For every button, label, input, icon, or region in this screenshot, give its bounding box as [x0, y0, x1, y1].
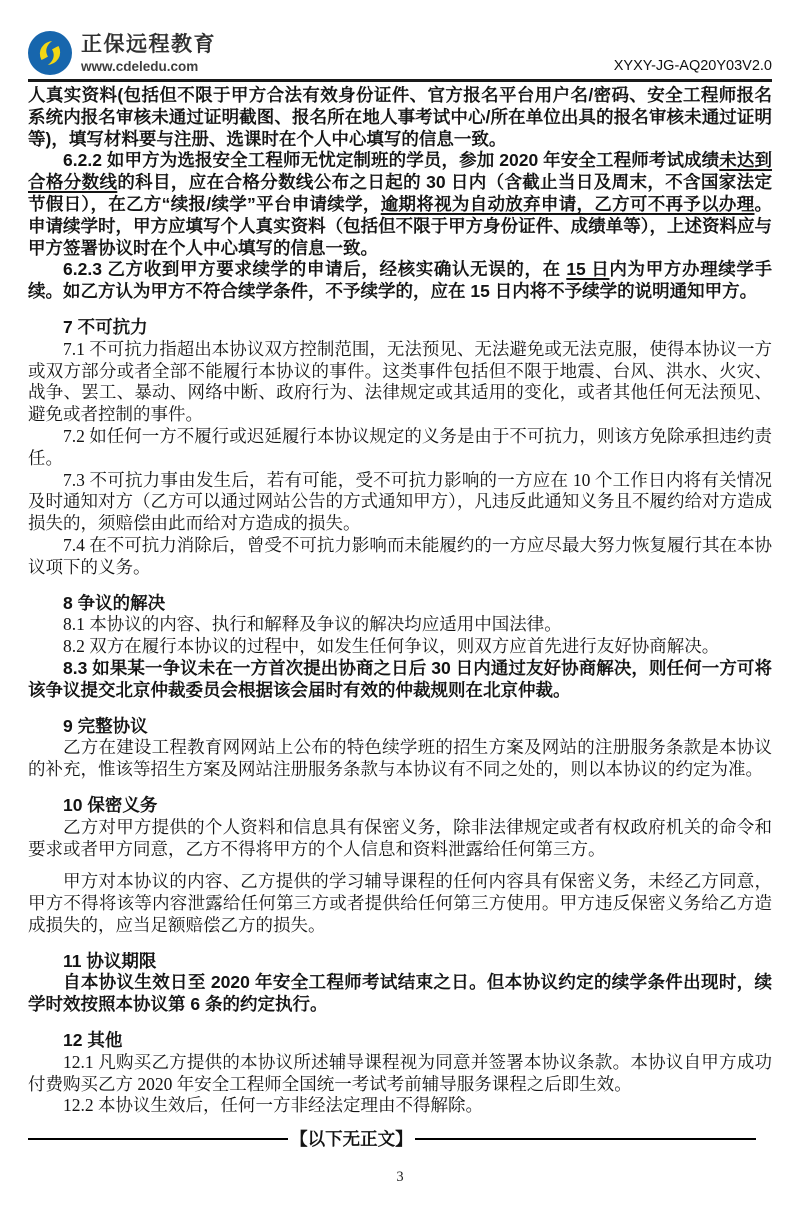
brand-url: www.cdeledu.com [81, 58, 199, 74]
page-number: 3 [396, 1169, 404, 1186]
body-paragraph: 7.1 不可抗力指超出本协议双方控制范围，无法预见、无法避免或无法克服，使得本协议一方或双方部分或者全部不能履行本协议的事件。这类事件包括但不限于地震、台风、洪水、火灾、战争、罢工、暴动、网络中断、政府行为、法律规定或其适用的变化，或者其他任何无法预见、避免或者控制的事件。 [28, 338, 772, 425]
body-paragraph: 8.3 如果某一争议未在一方首次提出协商之日后 30 日内通过友好协商解决，则任何一方可将该争议提交北京仲裁委员会根据该会届时有效的仲裁规则在北京仲裁。 [28, 657, 772, 700]
brand-block [28, 31, 216, 75]
divider-rule-right [415, 1138, 756, 1140]
section-heading: 10 保密义务 [63, 794, 158, 815]
section-heading: 9 完整协议 [63, 715, 148, 736]
body-paragraph: 7.4 在不可抗力消除后，曾受不可抗力影响而未能履约的一方应尽最大努力恢复履行其在本协议项下的义务。 [28, 534, 772, 577]
body-paragraph: 自本协议生效日至 2020 年安全工程师考试结束之日。但本协议约定的续学条件出现时，续学时效按照本协议第 6 条的约定执行。 [28, 972, 772, 1015]
body-paragraph: 7.2 如任何一方不履行或迟延履行本协议规定的义务是由于不可抗力，则该方免除承担违约责任。 [28, 425, 772, 468]
body-paragraph: 12.1 凡购买乙方提供的本协议所述辅导课程视为同意并签署本协议条款。本协议自甲方成功付费购买乙方 2020 年安全工程师全国统一考试考前辅导服务课程之后即生效。 [28, 1051, 772, 1094]
document-body [28, 85, 772, 1117]
section-heading: 8 争议的解决 [63, 592, 166, 613]
section-heading: 11 协议期限 [63, 950, 157, 971]
brand-text [81, 33, 216, 74]
page-header [28, 0, 772, 82]
brand-logo-icon [28, 31, 72, 75]
end-of-text-label: 【以下无正文】 [290, 1129, 413, 1150]
body-paragraph: 6.2.2 如甲方为选报安全工程师无忧定制班的学员，参加 2020 年安全工程师考试成绩未达到合格分数线的科目，应在合格分数线公布之日起的 30 日内（含截止当日及周末，不含国家法定节假日），在乙方“续报/续学”平台申请续学，逾期将视为自动放弃申请，乙方可不再予以办理。申请续学时，甲方应填写个人真实资料（包括但不限于甲方身份证件、成绩单等），上述资料应与甲方签署协议时在个人中心填写的信息一致。 [28, 150, 773, 258]
section-heading: 7 不可抗力 [63, 316, 148, 337]
divider-rule-left [28, 1138, 288, 1140]
section-heading: 12 其他 [63, 1030, 123, 1051]
body-paragraph: 6.2.3 乙方收到甲方要求续学的申请后，经核实确认无误的，在 15 日内为甲方办理续学手续。如乙方认为甲方不符合续学条件，不予续学的，应在 15 日内将不予续学的说明通知甲方。 [28, 259, 773, 302]
end-of-text-divider [28, 1126, 772, 1151]
body-paragraph: 12.2 本协议生效后，任何一方非经法定理由不得解除。 [63, 1095, 483, 1116]
body-paragraph: 8.1 本协议的内容、执行和解释及争议的解决均应适用中国法律。 [63, 614, 562, 635]
body-paragraph: 甲方对本协议的内容、乙方提供的学习辅导课程的任何内容具有保密义务，未经乙方同意，甲方不得将该等内容泄露给任何第三方或者提供给任何第三方使用。甲方违反保密义务给乙方造成损失的，应当足额赔偿乙方的损失。 [28, 871, 772, 935]
document-code: XYXY-JG-AQ20Y03V2.0 [613, 58, 772, 74]
body-paragraph: 7.3 不可抗力事由发生后，若有可能，受不可抗力影响的一方应在 10 个工作日内将有关情况及时通知对方（乙方可以通过网站公告的方式通知甲方），凡违反此通知义务且不履约给对方造成损失的，须赔偿由此而给对方造成的损失。 [28, 469, 772, 534]
body-paragraph: 乙方对甲方提供的个人资料和信息具有保密义务，除非法律规定或者有权政府机关的命令和要求或者甲方同意，乙方不得将甲方的个人信息和资料泄露给任何第三方。 [28, 816, 772, 859]
body-paragraph: 人真实资料(包括但不限于甲方合法有效身份证件、官方报名平台用户名/密码、安全工程师报名系统内报名审核未通过证明截图、报名所在地人事考试中心/所在单位出具的报名审核未通过证明等)，填写材料要与注册、选课时在个人中心填写的信息一致。 [28, 85, 772, 149]
brand-name: 正保远程教育 [81, 32, 216, 56]
body-paragraph: 8.2 双方在履行本协议的过程中，如发生任何争议，则双方应首先进行友好协商解决。 [63, 636, 720, 657]
body-paragraph: 乙方在建设工程教育网网站上公布的特色续学班的招生方案及网站的注册服务条款是本协议的补充，惟该等招生方案及网站注册服务条款与本协议有不同之处的，则以本协议的约定为准。 [28, 737, 772, 780]
